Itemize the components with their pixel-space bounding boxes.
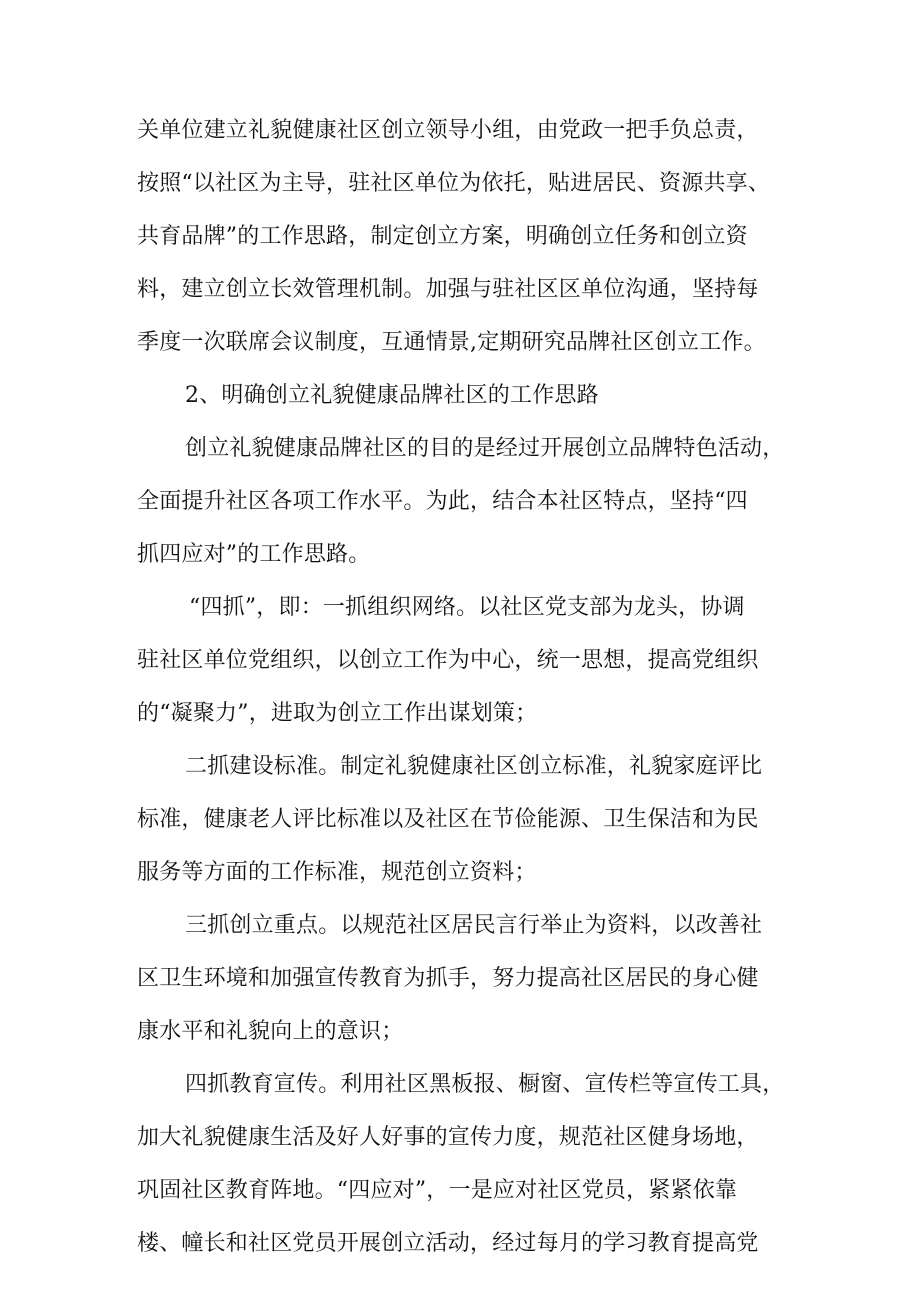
document-body <box>137 104 807 1270</box>
body-line: 共育品牌”的工作思路，制定创立方案，明确创立任务和创立资 <box>137 224 748 249</box>
body-line: 康水平和礼貌向上的意识； <box>137 1019 404 1044</box>
body-line: 季度一次联席会议制度，互通情景,定期研究品牌社区创立工作。 <box>137 330 766 355</box>
section-heading: 2、明确创立礼貌健康品牌社区的工作思路 <box>185 383 599 408</box>
paragraph-start-line: 三抓创立重点。以规范社区居民言行举止为资料，以改善社 <box>185 913 763 938</box>
body-line: 按照“以社区为主导，驻社区单位为依托，贴进居民、资源共享、 <box>137 171 771 196</box>
body-line: 料，建立创立长效管理机制。加强与驻社区区单位沟通，坚持每 <box>137 277 759 302</box>
body-line: 楼、幢长和社区党员开展创立活动，经过每月的学习教育提高党 <box>137 1231 759 1256</box>
paragraph-start-line: “四抓”，即：一抓组织网络。以社区党支部为龙头，协调 <box>189 595 745 620</box>
body-line: 加大礼貌健康生活及好人好事的宣传力度，规范社区健身场地， <box>137 1125 759 1150</box>
body-line: 区卫生环境和加强宣传教育为抓手，努力提高社区居民的身心健 <box>137 966 759 991</box>
body-line: 关单位建立礼貌健康社区创立领导小组，由党政一把手负总责， <box>137 118 759 143</box>
body-line: 的“凝聚力”，进取为创立工作出谋划策； <box>137 701 538 726</box>
paragraph-start-line: 创立礼貌健康品牌社区的目的是经过开展创立品牌特色活动， <box>185 436 785 461</box>
paragraph-start-line: 二抓建设标准。制定礼貌健康社区创立标准，礼貌家庭评比 <box>185 754 763 779</box>
body-line: 巩固社区教育阵地。“四应对”，一是应对社区党员，紧紧依靠 <box>137 1178 738 1203</box>
body-line: 抓四应对”的工作思路。 <box>137 542 371 567</box>
body-line: 全面提升社区各项工作水平。为此，结合本社区特点，坚持“四 <box>137 489 748 514</box>
paragraph-start-line: 四抓教育宣传。利用社区黑板报、橱窗、宣传栏等宣传工具， <box>185 1072 785 1097</box>
body-line: 驻社区单位党组织，以创立工作为中心，统一思想，提高党组织 <box>137 648 759 673</box>
body-line: 标准，健康老人评比标准以及社区在节俭能源、卫生保洁和为民 <box>137 807 759 832</box>
body-line: 服务等方面的工作标准，规范创立资料； <box>137 860 537 885</box>
